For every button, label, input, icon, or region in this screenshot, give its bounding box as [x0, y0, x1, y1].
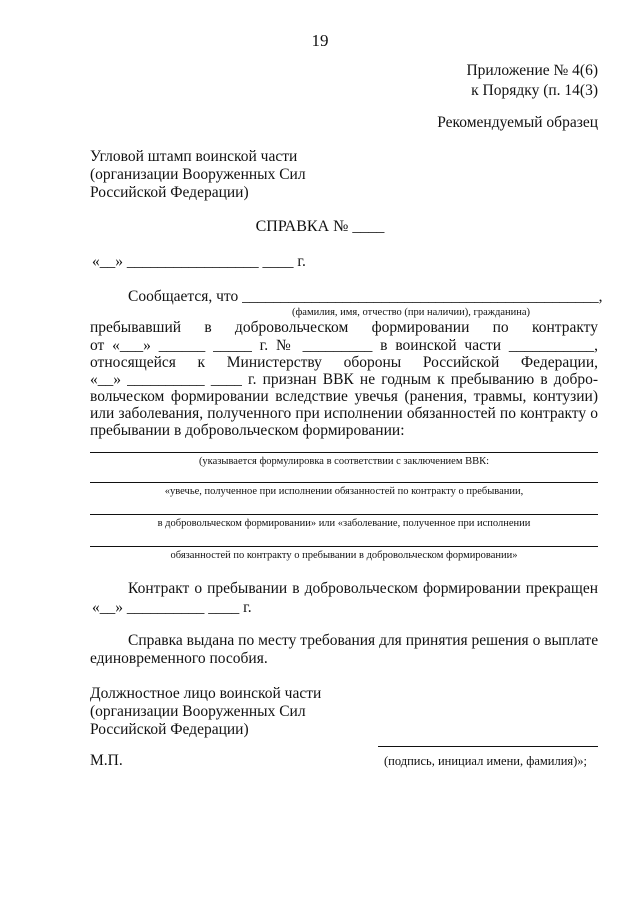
stamp-line-1: Угловой штамп воинской части: [90, 148, 298, 165]
fill-line-4: [90, 546, 598, 547]
official-line-2: (организации Вооруженных Сил: [90, 703, 306, 720]
body-line-6: вольческом формировании вследствие увечья (ранения, травмы, контузии): [90, 388, 598, 405]
contract-line-2: «__» __________ ____ г.: [92, 599, 252, 616]
caption-1: (указывается формулировка в соответствии с заключением ВВК:: [198, 456, 490, 467]
official-line-1: Должностное лицо воинской части: [90, 685, 322, 702]
stamp-line-2: (организации Вооруженных Сил: [90, 166, 306, 183]
fill-line-3: [90, 514, 598, 515]
signature-caption: (подпись, инициал имени, фамилия)»;: [384, 754, 588, 768]
body-line-8: пребывании в добровольческом формировании:: [90, 422, 405, 439]
appendix-line-2: к Порядку (п. 14(3): [471, 82, 598, 99]
contract-line-1: Контракт о пребывании в добровольческом формировании прекращен: [128, 580, 598, 597]
issued-line-1: Справка выдана по месту требования для принятия решения о выплате: [128, 632, 599, 649]
appendix-line-1: Приложение № 4(6): [466, 62, 598, 79]
body-line-2: пребывавший в добровольческом формировании по контракту: [90, 319, 598, 336]
name-caption: (фамилия, имя, отчество (при наличии), гражданина): [292, 307, 531, 318]
body-line-1: Сообщается, что ______________________________________________,: [128, 288, 603, 305]
date-line: «__» _________________ ____ г.: [92, 253, 306, 270]
fill-line-2: [90, 482, 598, 483]
stamp-place: М.П.: [90, 752, 123, 769]
body-line-5: «__» __________ ____ г. признан ВВК не годным к пребыванию в добро-: [90, 371, 598, 388]
caption-3: в добровольческом формировании» или «заболевание, полученное при исполнении: [157, 518, 531, 529]
caption-4: обязанностей по контракту о пребывании в добровольческом формировании»: [170, 550, 518, 561]
body-line-4: относящейся к Министерству обороны Российской Федерации,: [90, 354, 598, 371]
signature-line: [378, 746, 598, 747]
fill-line-1: [90, 452, 598, 453]
caption-2: «увечье, полученное при исполнении обязанностей по контракту о пребывании,: [164, 486, 524, 497]
body-line-3: от «___» ______ _____ г. № _________ в воинской части ___________,: [90, 337, 598, 354]
page-number: 19: [311, 31, 329, 50]
document-title: СПРАВКА № ____: [255, 218, 385, 235]
official-line-3: Российской Федерации): [90, 721, 249, 738]
stamp-line-3: Российской Федерации): [90, 184, 249, 201]
recommended-sample: Рекомендуемый образец: [437, 114, 598, 131]
body-line-7: или заболевания, полученного при исполнении обязанностей по контракту о: [90, 405, 598, 422]
issued-line-2: единовременного пособия.: [90, 650, 268, 667]
